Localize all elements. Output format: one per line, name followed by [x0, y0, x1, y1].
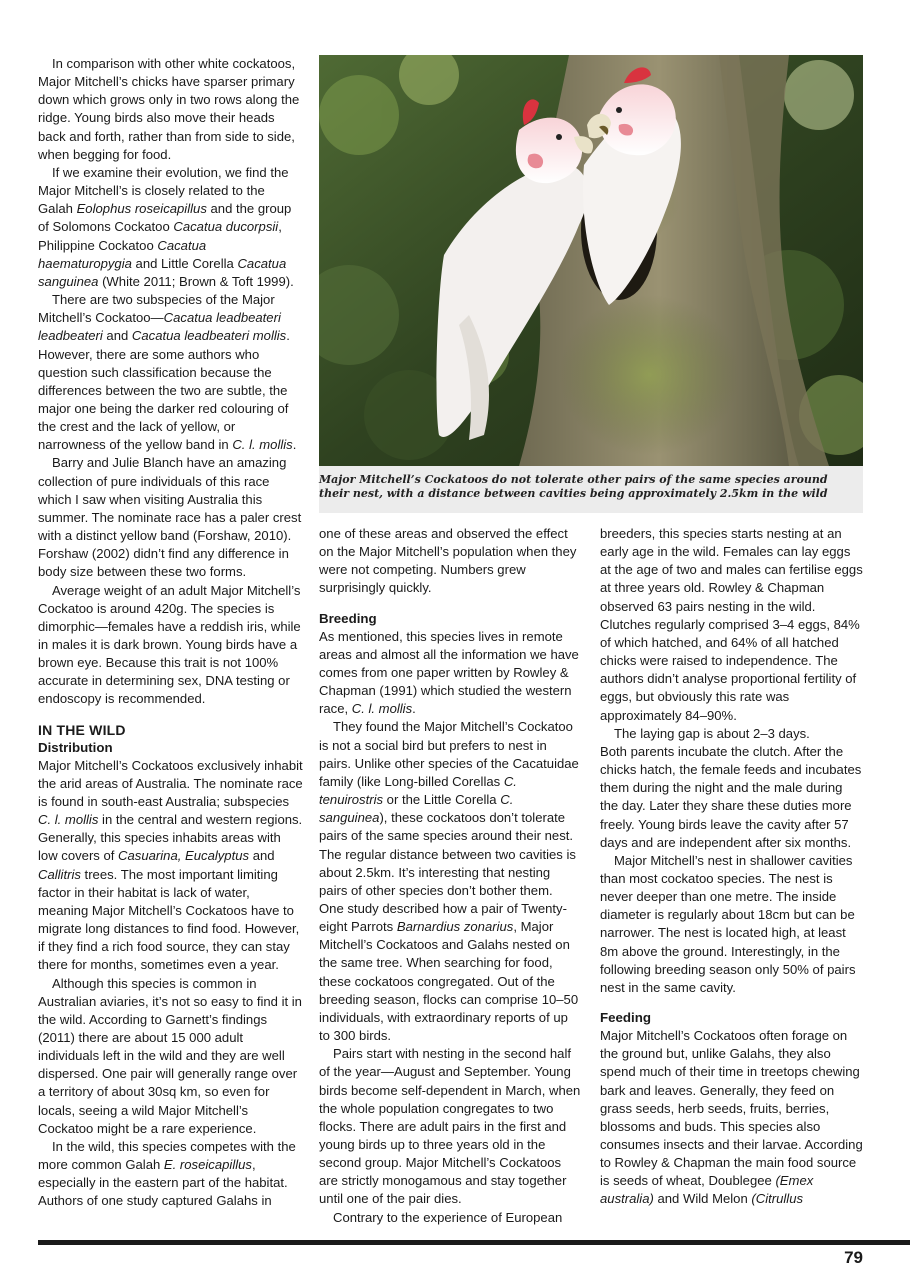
cockatoo-photo: [319, 55, 863, 466]
paragraph: [38, 975, 303, 1138]
paragraph: [38, 291, 303, 454]
paragraph: [600, 525, 863, 725]
paragraph: [600, 852, 863, 997]
text-run: or the Little Corella: [383, 792, 501, 808]
paragraph: [319, 628, 581, 719]
text-run: They found the Major Mitchell’s Cockatoo is not a social bird but prefers to nest in pairs. Unlike other species of the Cacatuidae family (like Long-billed Corellas: [319, 719, 579, 789]
text-run: , Philippine Cockatoo: [38, 219, 282, 253]
species-name: Cacatua haematuropygia: [38, 237, 207, 271]
paragraph: [319, 1209, 581, 1227]
text-run: and the group of Solomons Cockatoo: [38, 201, 292, 235]
photo-caption: Major Mitchell’s Cockatoos do not tolerate other pairs of the same species around their nest, with a distance between cavities being approximately 2.5km in the wild: [319, 473, 828, 500]
text-run: In comparison with other white cockatoos, Major Mitchell’s chicks have sparser primary down which grows only in two rows along the ridge. Young birds also move their heads back and forth, rather than from side to side, when begging for food.: [38, 56, 300, 162]
text-run: , Major Mitchell’s Cockatoos and Galahs nested on the same tree. When searching for food, these cockatoos congregated. Out of the breeding season, flocks can comprise 10–50 individuals, with extraordinary reports of up to 300 birds.: [319, 919, 579, 1044]
text-run: (White 2011; Brown & Toft 1999).: [98, 273, 294, 289]
subheading-feeding: Feeding: [600, 1010, 651, 1026]
paragraph: [38, 582, 303, 709]
subheading-distribution: Distribution: [38, 739, 113, 755]
species-name: Cacatua ducorpsii: [173, 219, 279, 235]
text-run: Both parents incubate the clutch. After the chicks hatch, the female feeds and incubates them during the night and the male during the day. Later they share these duties more freely. Young birds leave the cavity after 57 days and are independent after six months.: [600, 743, 862, 850]
text-run: Average weight of an adult Major Mitchell’s Cockatoo is around 420g. The species is dimorphic—females have a reddish iris, while in males it is dark brown. Young birds have a brown eye. Because this trait is not 100% accurate in determining sex, DNA testing or endoscopy is recommended.: [38, 582, 301, 707]
species-name: (Citrullus: [751, 1191, 804, 1207]
paragraph: [600, 743, 863, 852]
species-name: Eolophus roseicapillus: [76, 201, 207, 217]
species-name: C. l. mollis: [351, 701, 413, 717]
text-run: Barry and Julie Blanch have an amazing collection of pure individuals of this race which I saw when visiting Australia this summer. The nominate race has a paler crest with a distinct yellow band (Forshaw, 2010). Forshaw (2002) didn’t find any difference in body size between these two forms.: [38, 455, 302, 580]
species-name: Callitris: [38, 866, 81, 882]
text-column-2: [319, 525, 581, 1227]
text-run: Major Mitchell’s Cockatoos often forage on the ground but, unlike Galahs, they also spend much of their time in treetops chewing bark and leaves. Generally, they feed on grass seeds, herb seeds, fruits, berries, blossoms and buds. This species also consumes insects and their larvae. According to Rowley & Chapman the main food source is seeds of wheat, Doublegee: [600, 1028, 863, 1189]
paragraph: [319, 525, 581, 598]
paragraph: [38, 164, 303, 291]
paragraph: [38, 1138, 303, 1211]
species-name: E. roseicapillus: [163, 1157, 252, 1173]
page-number: 79: [844, 1248, 863, 1267]
species-name: Cacatua leadbeateri leadbeateri: [38, 310, 281, 344]
text-run: In the wild, this species competes with the more common Galah: [38, 1138, 296, 1173]
text-run: .: [412, 701, 416, 717]
paragraph: [319, 718, 581, 1045]
paragraph: [38, 757, 303, 975]
section-heading: IN THE WILD: [38, 721, 126, 738]
species-name: C. sanguinea: [319, 792, 514, 826]
species-name: C. l. mollis: [232, 437, 293, 453]
species-name: Barnardius zonarius: [396, 919, 514, 935]
text-run: and Wild Melon: [653, 1191, 752, 1207]
species-name: Casuarina, Eucalyptus: [118, 848, 250, 864]
text-run: . However, there are some authors who question such classification because the differences between the two are subtle, the major one being the darker red colouring of the crest and the lack of yellow, or narrowness of the yellow band in: [38, 328, 290, 453]
text-run: and: [102, 328, 132, 344]
text-run: in the central and western regions. Generally, this species inhabits areas with low covers of: [38, 812, 303, 864]
subheading-breeding: Breeding: [319, 610, 377, 626]
text-run: , especially in the eastern part of the habitat. Authors of one study captured Galahs in: [38, 1157, 288, 1209]
species-name: (Emex australia): [600, 1173, 814, 1207]
text-run: one of these areas and observed the effect on the Major Mitchell’s population when they were not competing. Numbers grew surprisingly quickly.: [319, 526, 577, 596]
text-run: Contrary to the experience of European: [333, 1209, 563, 1225]
text-run: .: [292, 437, 297, 453]
paragraph: [319, 1045, 581, 1208]
text-run: trees. The most important limiting factor in their habitat is lack of water, meaning Major Mitchell’s Cockatoos have to migrate long distances to find food. However, if they find a rich food source, they can stay there for months, sometimes even a year.: [38, 866, 300, 973]
text-run: Pairs start with nesting in the second half of the year—August and September. Young birds become self-dependent in March, when the whole population congregates to two flocks. There are adult pairs in the first and young birds up to three years old in the second group. Major Mitchell’s Cockatoos are strictly monogamous and stay together until one of the pair dies.: [319, 1046, 581, 1207]
species-name: Cacatua sanguinea: [38, 255, 287, 289]
paragraph: [600, 1027, 863, 1209]
text-run: Major Mitchell’s Cockatoos exclusively inhabit the arid areas of Australia. The nominate race is found in south-east Australia; subspecies: [38, 757, 303, 809]
species-name: C. tenuirostris: [319, 773, 517, 808]
text-run: breeders, this species starts nesting at an early age in the wild. Females can lay eggs at the age of two and males can fertilise eggs at three years old. Rowley & Chapman observed 63 pairs nesting in the wild. Clutches regularly comprised 3–4 eggs, 84% of which hatched, and 64% of all hatched chicks were raised to independence. The authors didn’t analyse proportional fertility of eggs, but obviously this rate was approximately 84–90%.: [600, 526, 863, 723]
text-run: If we examine their evolution, we find the Major Mitchell’s is closely related to the Galah: [38, 164, 289, 217]
text-run: ), these cockatoos don’t tolerate pairs of the same species around their nest. The regular distance between two cavities is about 2.5km. It’s interesting that nesting pairs of other species don’t bother them. One study described how a pair of Twenty-eight Parrots: [319, 810, 576, 935]
text-run: Major Mitchell’s nest in shallower cavities than most cockatoo species. The nest is never deeper than one metre. The inside diameter is regularly about 18cm but can be narrower. The nest is located high, at least 8m above the ground. Interestingly, in the following breeding season only 50% of pairs nest in the same cavity.: [600, 852, 856, 995]
text-run: Although this species is common in Australian aviaries, it’s not so easy to find it in the wild. According to Garnett’s findings (2011) there are about 15 000 adult individuals left in the wild and they are well dispersed. One pair will generally range over a territory of about 30sq km, so even for locals, seeing a wild Major Mitchell’s Cockatoo might be a rare experience.: [38, 975, 302, 1136]
text-column-3: [600, 525, 863, 1209]
paragraph: [38, 55, 303, 164]
text-run: There are two subspecies of the Major Mitchell’s Cockatoo—: [38, 292, 275, 326]
paragraph: [38, 454, 303, 581]
text-run: and Little Corella: [131, 255, 238, 271]
species-name: C. l. mollis: [38, 812, 99, 828]
paragraph: [600, 725, 863, 743]
footer-rule: [38, 1240, 910, 1245]
species-name: Cacatua leadbeateri mollis: [131, 328, 287, 344]
text-run: and: [249, 848, 275, 864]
text-run: The laying gap is about 2–3 days.: [614, 725, 810, 741]
text-run: As mentioned, this species lives in remote areas and almost all the information we have comes from one paper written by Rowley & Chapman (1991) which studied the western race,: [319, 628, 579, 717]
text-column-1: [38, 55, 303, 1211]
